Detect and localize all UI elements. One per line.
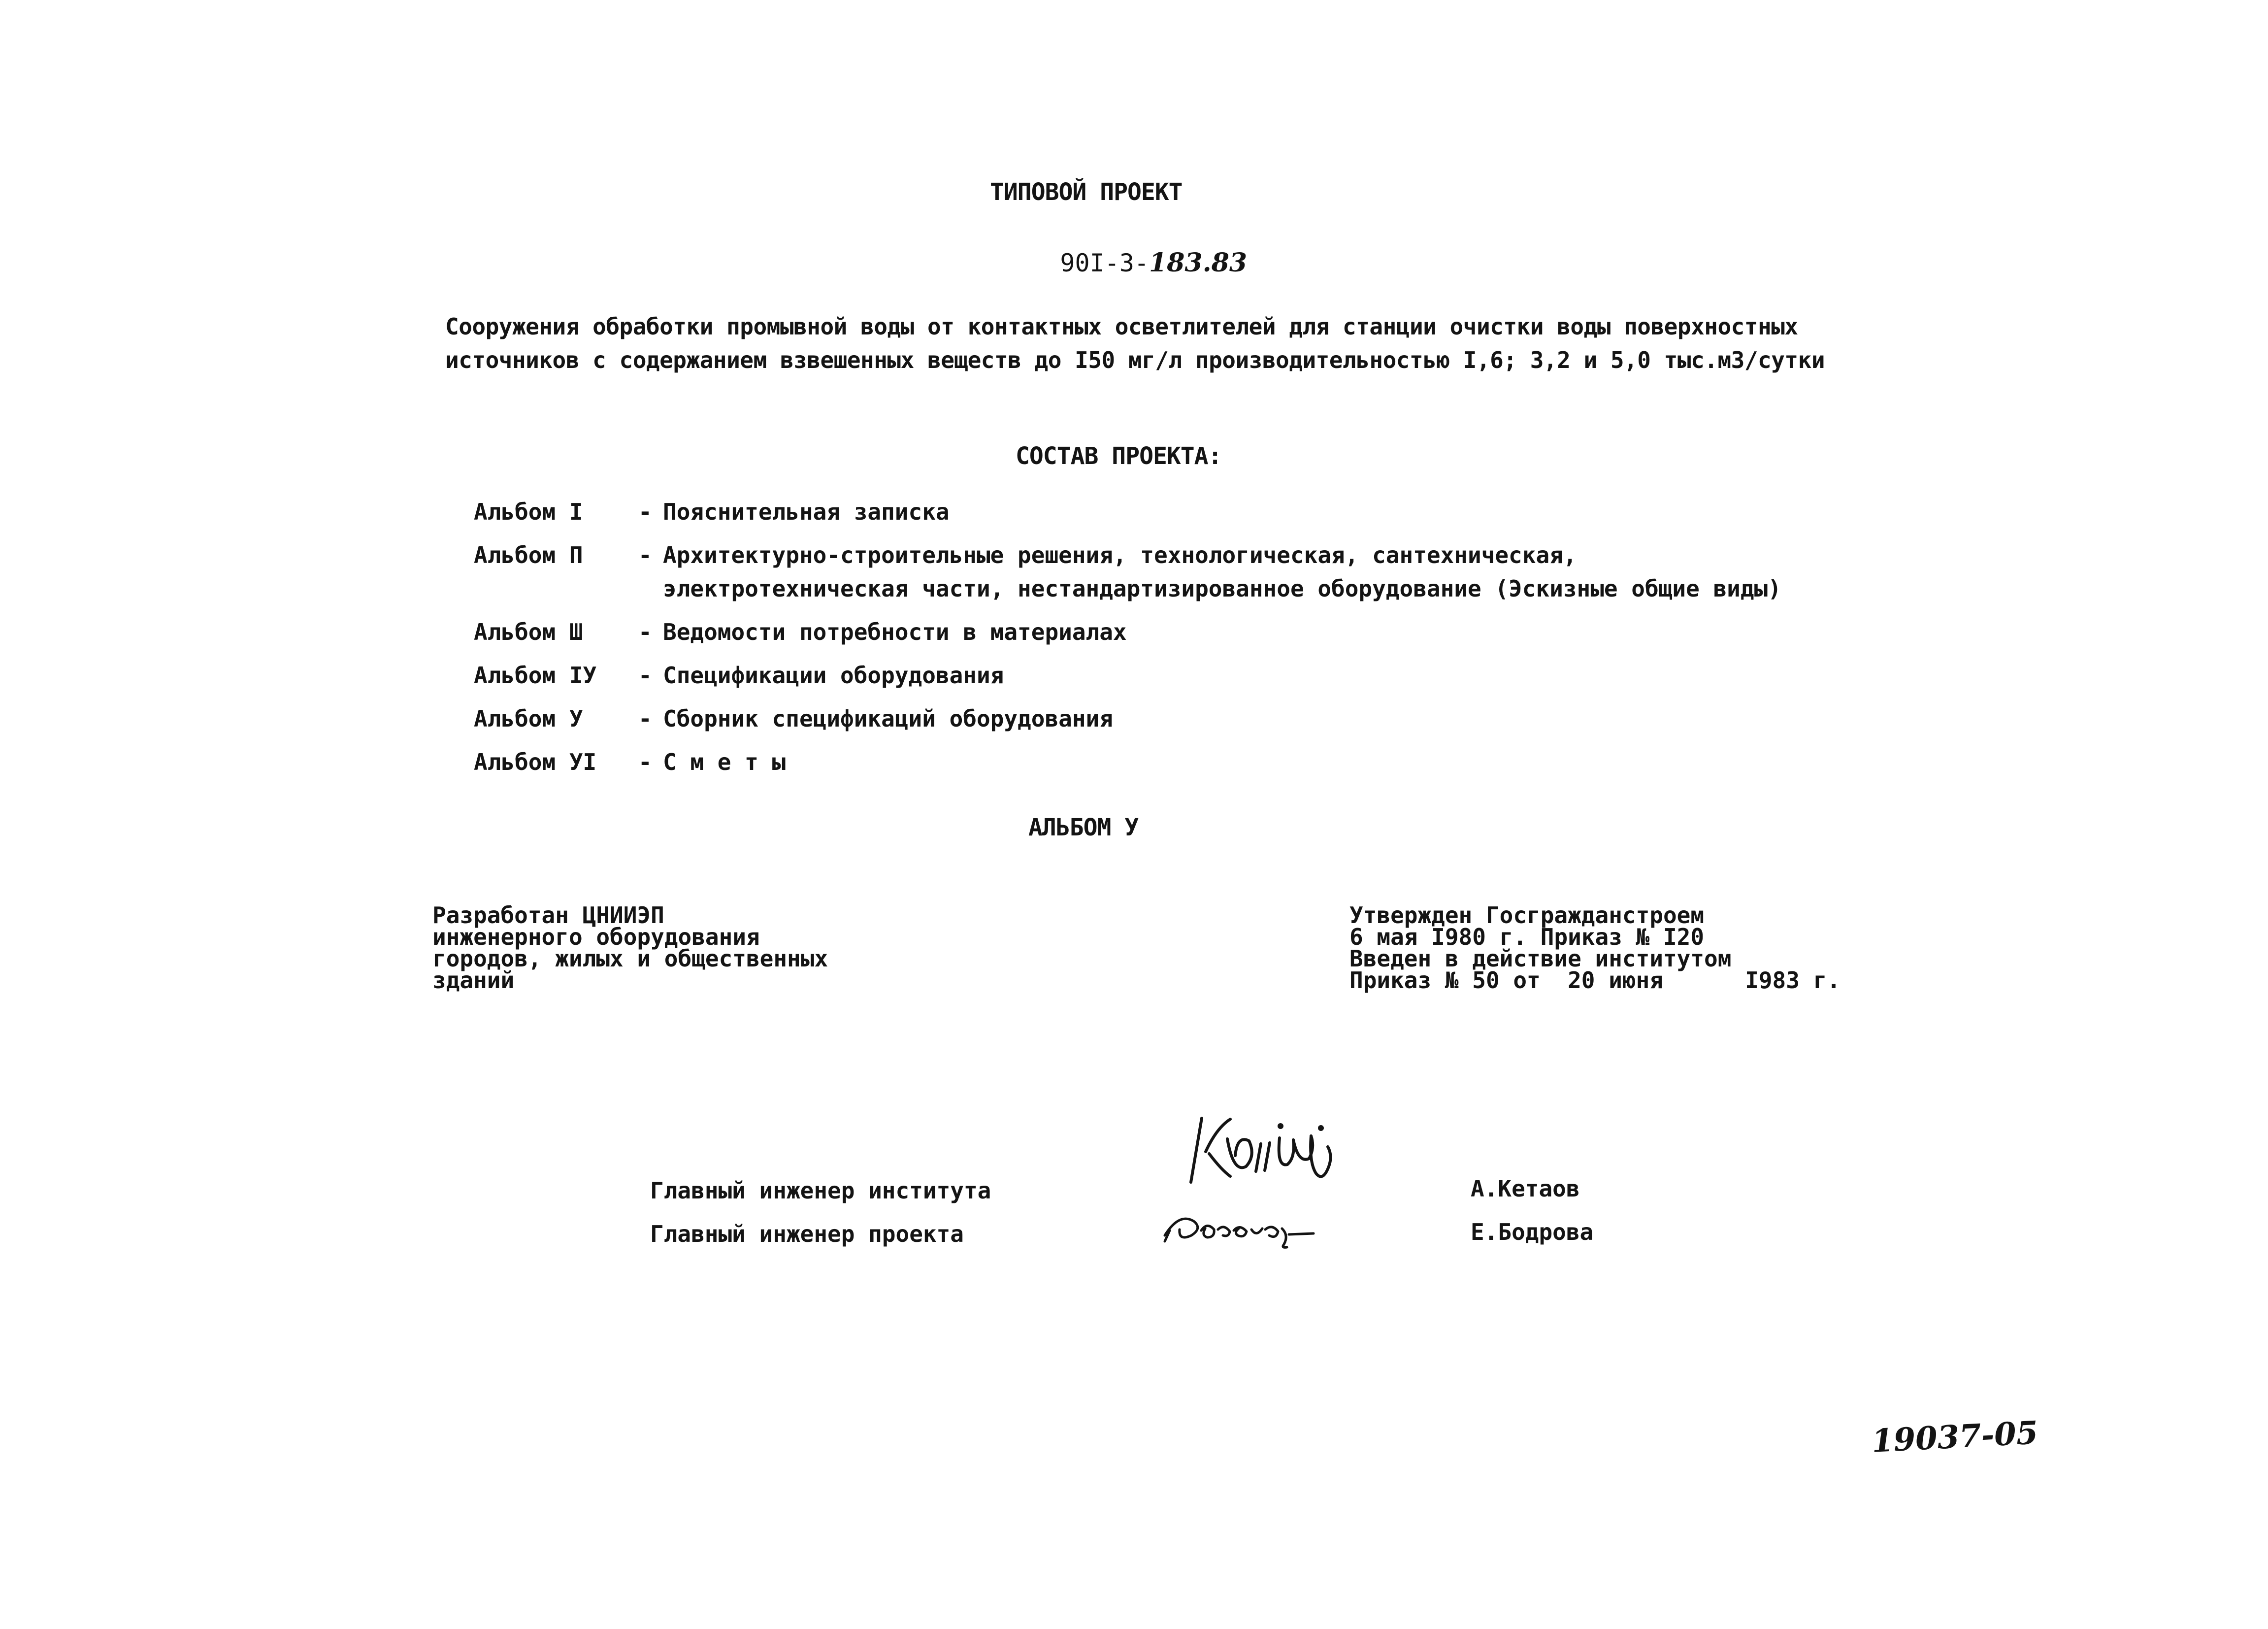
album-description: С м е т ы <box>663 749 786 775</box>
album-description: Архитектурно-строительные решения, технологическая, сантехническая, <box>663 542 1577 568</box>
project-code-handwritten: 183.83 <box>1149 248 1248 278</box>
handwritten-signature-1 <box>1182 1108 1349 1187</box>
album-description-continued: электротехническая части, нестандартизированное оборудование (Эскизные общие виды) <box>663 575 1781 602</box>
album-name: Альбом Ш <box>474 619 583 645</box>
developer-line: зданий <box>432 967 515 994</box>
developer-line: Разработан ЦНИИЭП <box>432 902 664 929</box>
signature-role: Главный инженер проекта <box>650 1221 964 1247</box>
handwritten-signature-2 <box>1160 1207 1317 1251</box>
project-description-line-1: Сооружения обработки промывной воды от контактных осветлителей для станции очистки воды поверхностных <box>445 313 1798 340</box>
developer-line: городов, жилых и общественных <box>432 945 828 972</box>
signature-name: Е.Бодрова <box>1471 1219 1594 1245</box>
signature-name: А.Кетаов <box>1471 1175 1580 1202</box>
approval-line: Приказ № 50 от 20 июня I983 г. <box>1349 967 1841 994</box>
developer-line: инженерного оборудования <box>432 924 760 950</box>
album-dash: - <box>638 705 652 732</box>
album-dash: - <box>638 619 652 645</box>
album-dash: - <box>638 542 652 568</box>
inventory-number: 19037-05 <box>1871 1414 2039 1460</box>
album-description: Сборник спецификаций оборудования <box>663 705 1113 732</box>
project-code-printed: 90I-3- <box>1060 249 1150 277</box>
album-description: Пояснительная записка <box>663 499 950 525</box>
signature-role: Главный инженер института <box>650 1177 991 1204</box>
composition-heading: СОСТАВ ПРОЕКТА: <box>1016 442 1222 470</box>
approval-line: Введен в действие институтом <box>1349 945 1732 972</box>
approval-line: 6 мая I980 г. Приказ № I20 <box>1349 924 1705 950</box>
album-name: Альбом П <box>474 542 583 568</box>
album-name: Альбом I <box>474 499 583 525</box>
document-title: ТИПОВОЙ ПРОЕКТ <box>990 178 1183 206</box>
album-description: Ведомости потребности в материалах <box>663 619 1127 645</box>
project-description-line-2: источников с содержанием взвешенных веществ до I50 мг/л производительностью I,6; 3,2 и 5,0 тыс.м3/сутки <box>445 347 1825 373</box>
current-album-label: АЛЬБОМ У <box>1028 814 1139 841</box>
album-row-6 <box>474 749 786 882</box>
project-code <box>1001 219 1247 306</box>
album-dash: - <box>638 499 652 525</box>
album-dash: - <box>638 749 652 775</box>
album-dash: - <box>638 662 652 689</box>
album-name: Альбом УI <box>474 749 597 775</box>
album-name: Альбом IУ <box>474 662 597 689</box>
album-name: Альбом У <box>474 705 583 732</box>
approval-line: Утвержден Госгражданстроем <box>1349 902 1705 929</box>
album-description: Спецификации оборудования <box>663 662 1004 689</box>
